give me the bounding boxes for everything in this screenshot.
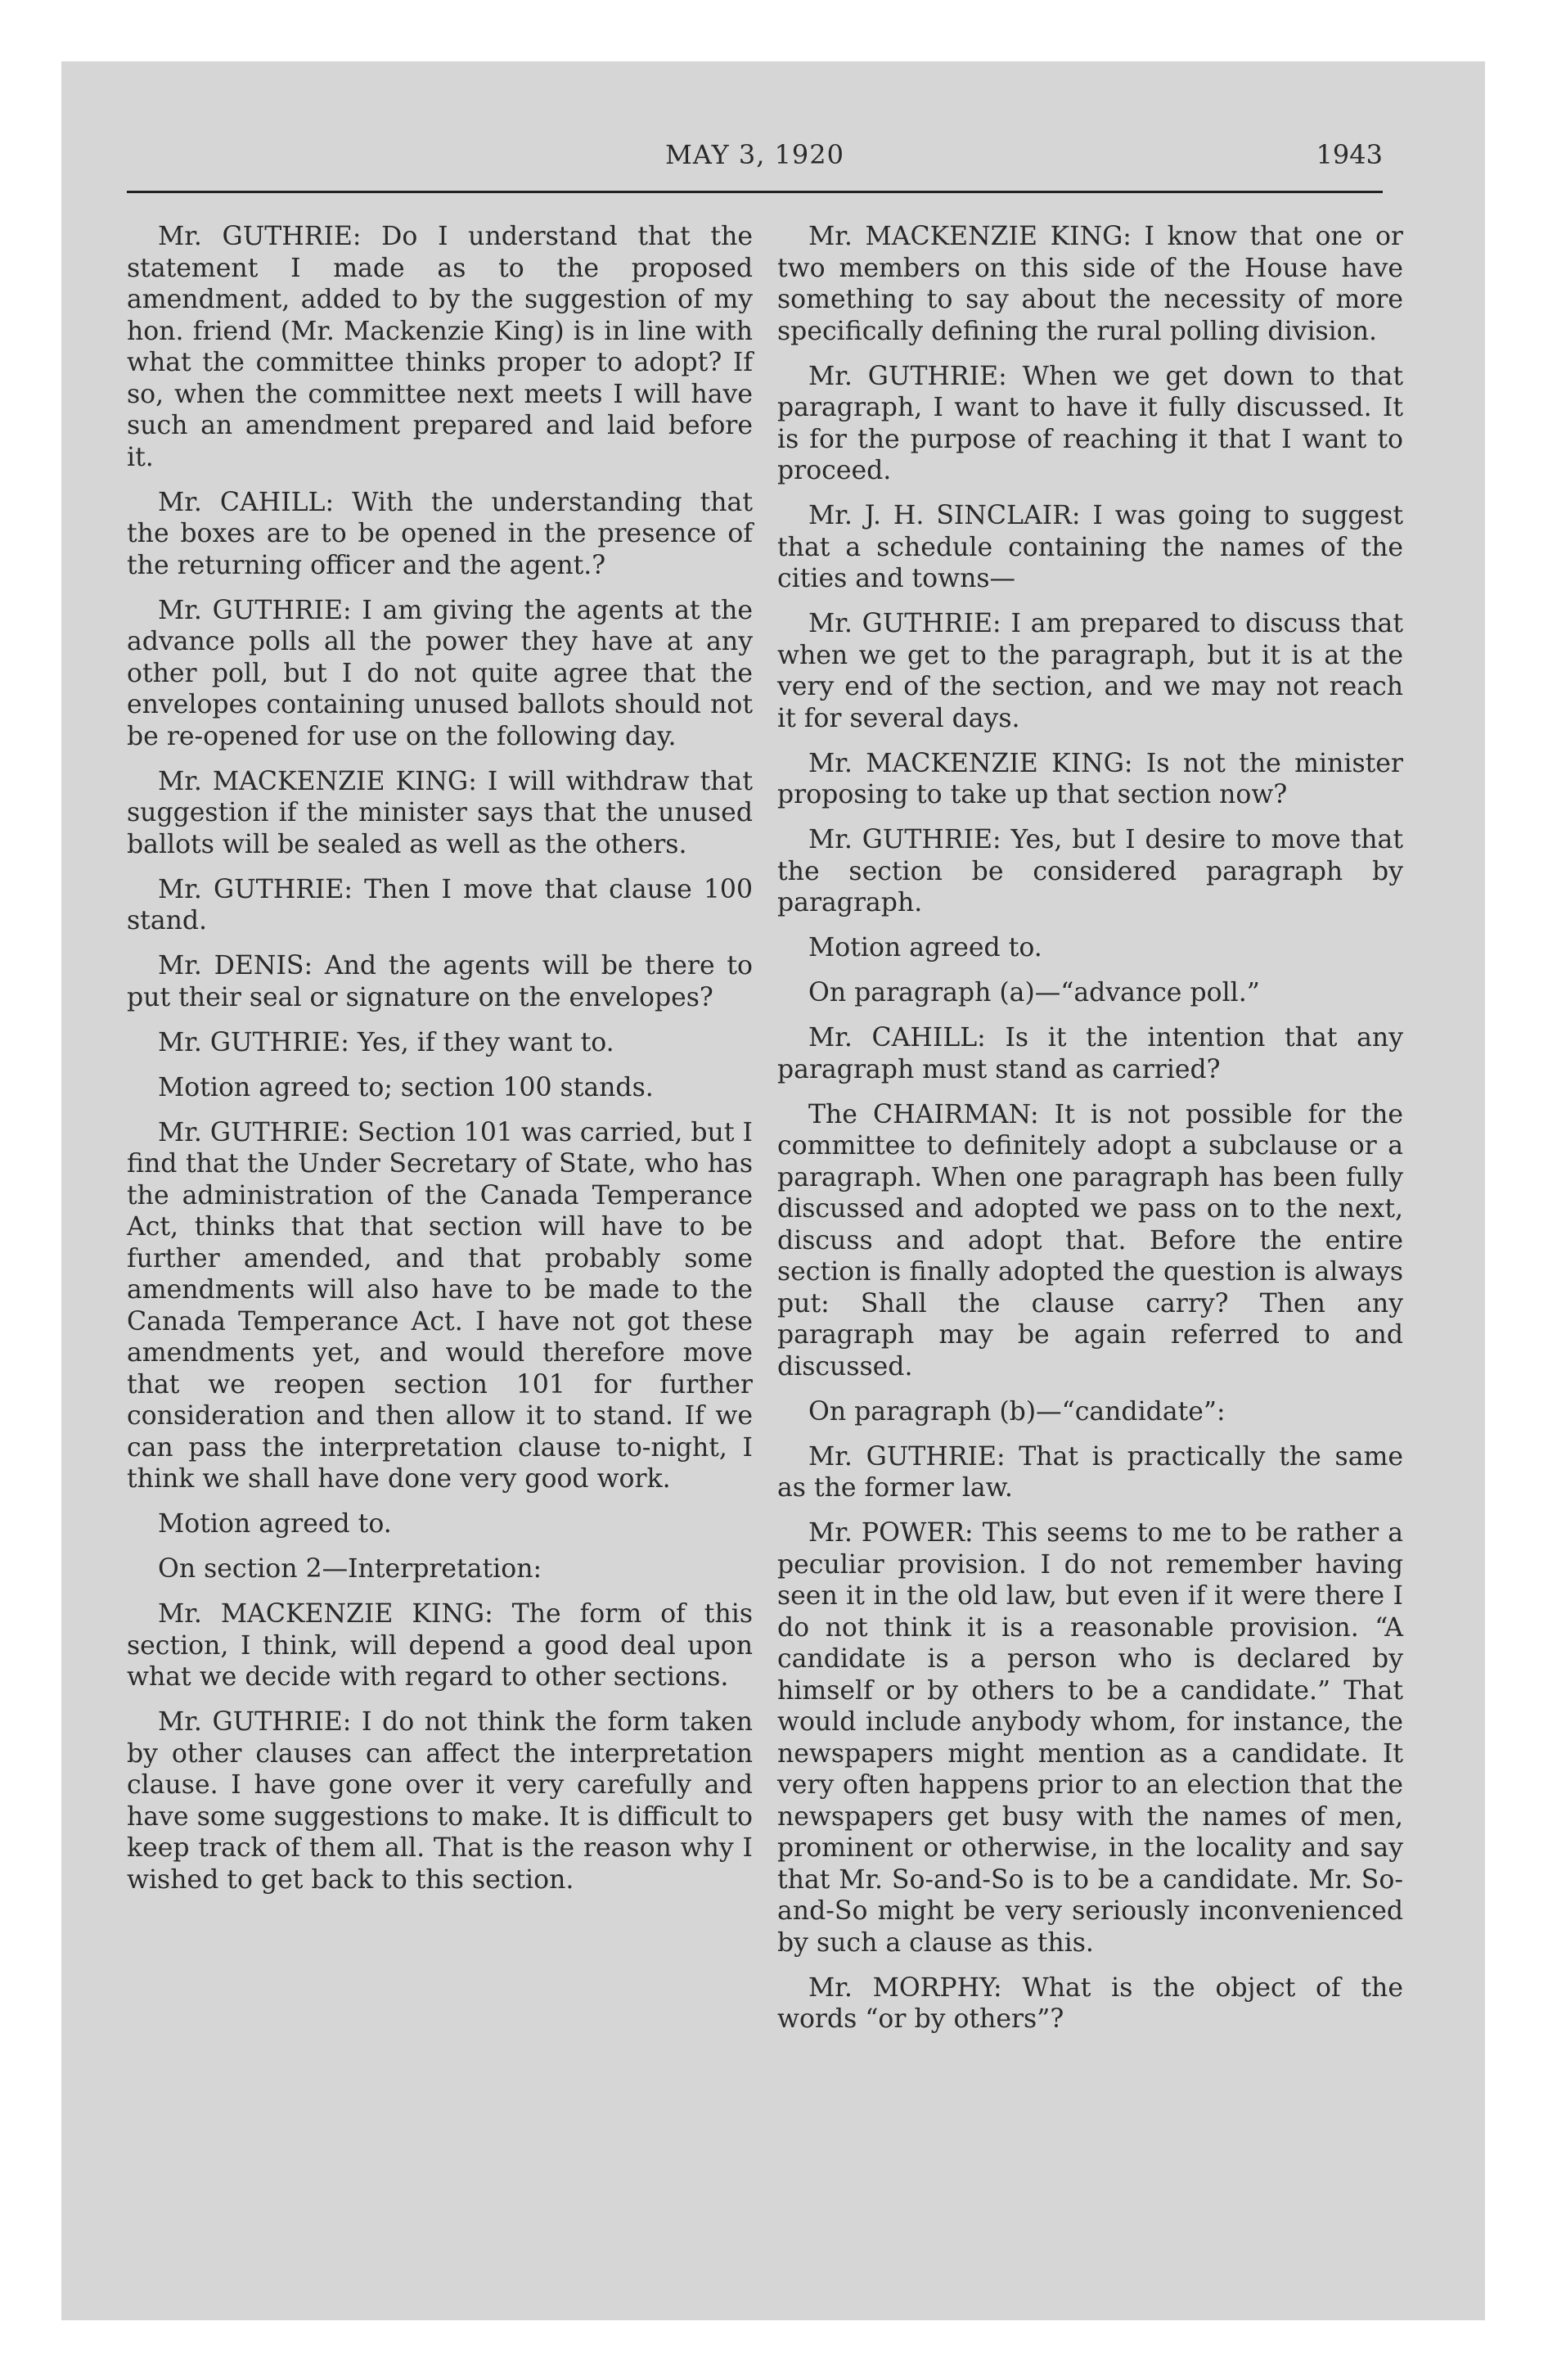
paragraph: On section 2—Interpretation: — [158, 1554, 542, 1584]
paragraph: Mr. GUTHRIE: That is practically the same as the former law. — [777, 1441, 1403, 1503]
page-number: 1943 — [1316, 139, 1383, 170]
paragraph: Mr. MACKENZIE KING: The form of this section, I think, will depend a good deal upon what we decide with regard to other sections. — [127, 1599, 753, 1692]
paragraph: Mr. GUTHRIE: I am giving the agents at the advance polls all the power they have at any other poll, but I do not quite agree that the envelopes containing unused ballots should not be re-opened for use on the following day. — [127, 595, 753, 751]
paragraph: Mr. MORPHY: What is the object of the words “or by others”? — [777, 1972, 1403, 2034]
paragraph: Mr. J. H. SINCLAIR: I was going to suggest that a schedule containing the names of the cities and towns— — [777, 501, 1403, 593]
paragraph: Mr. GUTHRIE: I am prepared to discuss that when we get to the paragraph, but it is at the very end of the section, and we may not reach it for several days. — [777, 609, 1403, 733]
paragraph: Mr. MACKENZIE KING: I will withdraw that suggestion if the minister says that the unused ballots will be sealed as well as the others. — [127, 766, 753, 859]
paragraph: Mr. GUTHRIE: I do not think the form taken by other clauses can affect the interpretation clause. I have gone over it very carefully and have some suggestions to make. It is difficult to keep track of them all. That is the reason why I wished to get back to this section. — [127, 1707, 753, 1895]
paragraph: Motion agreed to. — [158, 1509, 392, 1539]
paragraph: Mr. GUTHRIE: Yes, if they want to. — [158, 1027, 614, 1057]
paragraph: Mr. POWER: This seems to me to be rather a peculiar provision. I do not remember having seen it in the old law, but even if it were there I do not think it is a reasonable provision. “A candidate is a person who is declared by himself or by others to be a candidate.” That would include anybody whom, for instance, the newspapers might mention as a candidate. It very often happens prior to an election that the newspapers get busy with the names of men, prominent or otherwise, in the locality and say that Mr. So-and-So is to be a candidate. Mr. So-and-So might be very seriously inconvenienced by such a clause as this. — [777, 1518, 1403, 1958]
paragraph: Mr. GUTHRIE: Do I understand that the statement I made as to the proposed amendment, added to by the suggestion of my hon. friend (Mr. Mackenzie King) is in line with what the committee thinks proper to adopt? If so, when the committee next meets I will have such an amendment prepared and laid before it. — [127, 222, 753, 472]
paragraph: Mr. CAHILL: Is it the intention that any paragraph must stand as carried? — [777, 1023, 1403, 1084]
page-date: MAY 3, 1920 — [664, 139, 844, 170]
paragraph: Mr. GUTHRIE: Section 101 was carried, but I find that the Under Secretary of State, who has the administration of the Canada Temperance Act, thinks that that section will have to be further amended, and that probably some amendments will also have to be made to the Canada Temperance Act. I have not got these amendments yet, and would therefore move that we reopen section 101 for further consideration and then allow it to stand. If we can pass the interpretation clause to-night, I think we shall have done very good work. — [127, 1117, 753, 1494]
right-column — [777, 221, 1403, 2049]
paragraph: Mr. MACKENZIE KING: Is not the minister proposing to take up that section now? — [777, 748, 1403, 809]
header-rule — [127, 191, 1383, 193]
paragraph: Mr. DENIS: And the agents will be there to put their seal or signature on the envelopes? — [127, 951, 753, 1012]
paragraph: Mr. GUTHRIE: When we get down to that paragraph, I want to have it fully discussed. It is for the purpose of reaching it that I want to proceed. — [777, 361, 1403, 485]
paragraph: Motion agreed to; section 100 stands. — [158, 1072, 654, 1102]
paragraph: Mr. GUTHRIE: Then I move that clause 100 stand. — [127, 874, 753, 935]
paragraph: Mr. GUTHRIE: Yes, but I desire to move that the section be considered paragraph by paragraph. — [777, 825, 1403, 917]
left-column — [127, 221, 753, 1909]
paragraph: The CHAIRMAN: It is not possible for the committee to definitely adopt a subclause or a paragraph. When one paragraph has been fully discussed and adopted we pass on to the next, discuss and adopt that. Before the entire section is finally adopted the question is always put: Shall the clause carry? Then any paragraph may be again referred to and discussed. — [777, 1099, 1403, 1382]
paragraph: On paragraph (b)—“candidate”: — [808, 1396, 1226, 1427]
paragraph: Mr. MACKENZIE KING: I know that one or two members on this side of the House have something to say about the necessity of more specifically defining the rural polling division. — [777, 222, 1403, 346]
paragraph: On paragraph (a)—“advance poll.” — [808, 978, 1260, 1007]
paragraph: Motion agreed to. — [808, 933, 1042, 962]
paragraph: Mr. CAHILL: With the understanding that the boxes are to be opened in the presence of the returning officer and the agent.? — [127, 487, 753, 580]
page-header — [127, 131, 1383, 180]
